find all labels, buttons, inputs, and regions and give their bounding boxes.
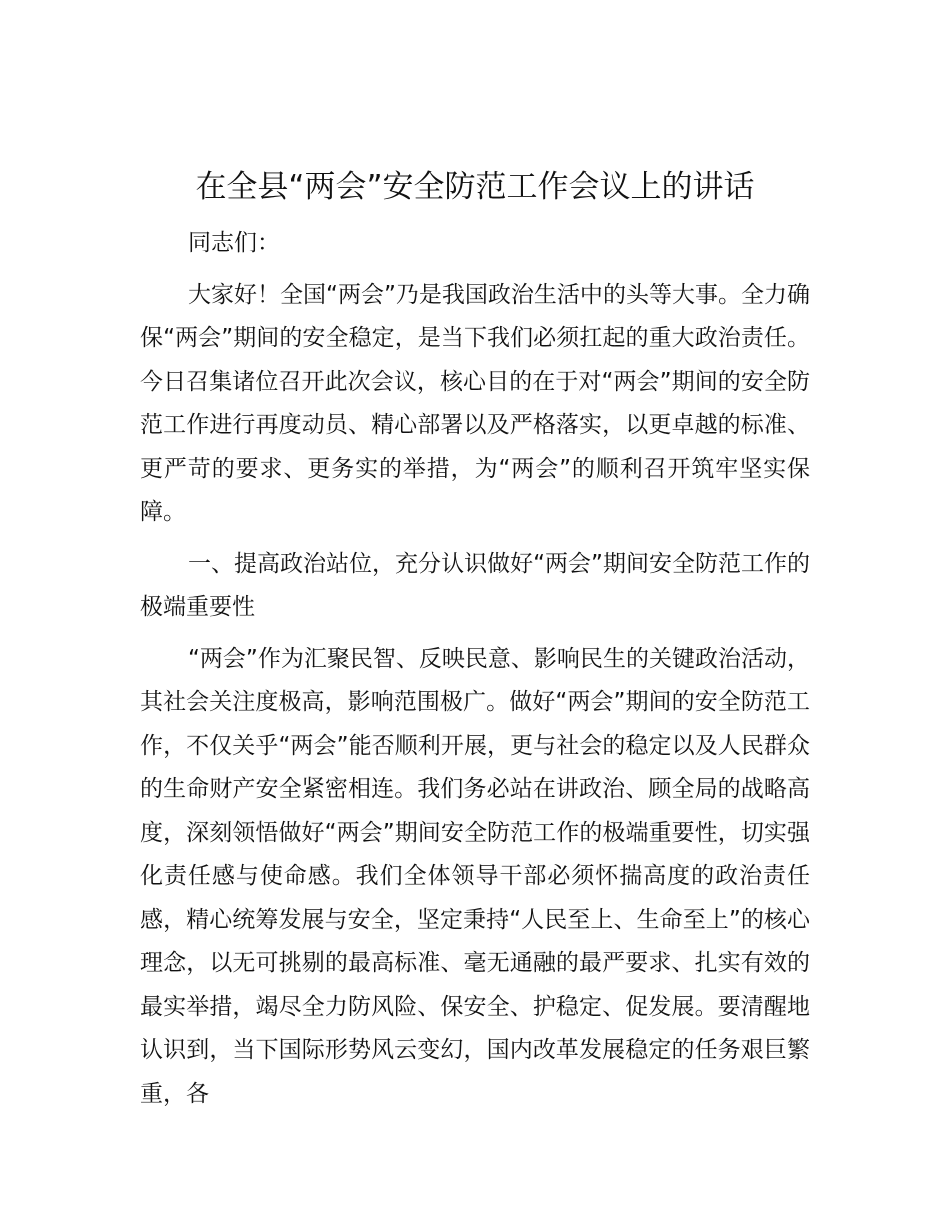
document-body xyxy=(140,222,810,1124)
intro-paragraph: 大家好！全国“两会”乃是我国政治生活中的头等大事。全力确保“两会”期间的安全稳定，是当下我们必须扛起的重大政治责任。今日召集诸位召开此次会议，核心目的在于对“两会”期间的安全防范工作进行再度动员、精心部署以及严格落实，以更卓越的标准、更严苛的要求、更务实的举措，为“两会”的顺利召开筑牢坚实保障。 xyxy=(140,281,810,525)
section-heading-1: 一、提高政治站位，充分认识做好“两会”期间安全防范工作的极端重要性 xyxy=(140,550,810,620)
section-1-paragraph: “两会”作为汇聚民智、反映民意、影响民生的关键政治活动，其社会关注度极高，影响范围极广。做好“两会”期间的安全防范工作，不仅关乎“两会”能否顺利开展，更与社会的稳定以及人民群众的生命财产安全紧密相连。我们务必站在讲政治、顾全局的战略高度，深刻领悟做好“两会”期间安全防范工作的极端重要性，切实强化责任感与使命感。我们全体领导干部必须怀揣高度的政治责任感，精心统筹发展与安全，坚定秉持“人民至上、生命至上”的核心理念，以无可挑剔的最高标准、毫无通融的最严要求、扎实有效的最实举措，竭尽全力防风险、保安全、护稳定、促发展。要清醒地认识到，当下国际形势风云变幻，国内改革发展稳定的任务艰巨繁重，各 xyxy=(140,645,810,1107)
page-title: 在全县“两会”安全防范工作会议上的讲话 xyxy=(195,169,755,205)
greeting-paragraph: 同志们： xyxy=(188,230,280,256)
